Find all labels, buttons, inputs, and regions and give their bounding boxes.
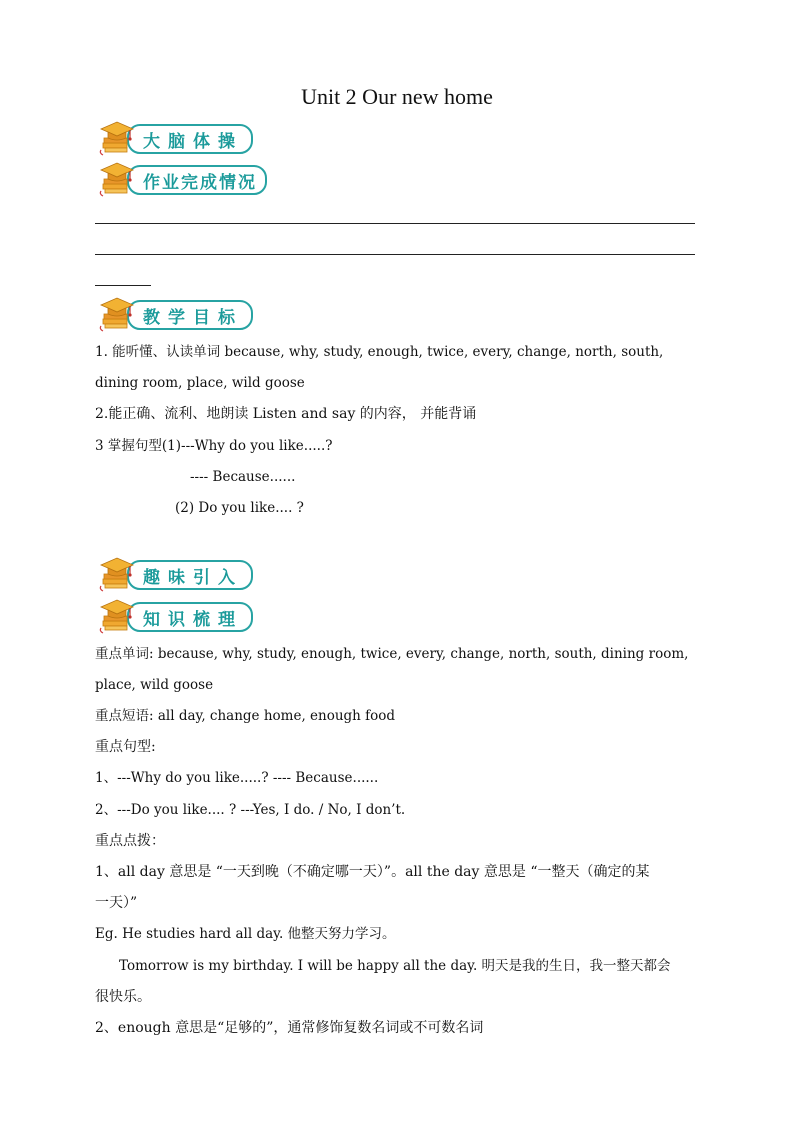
knowledge-line: 1、all day 意思是 “一天到晚（不确定哪一天）”。all the day 意思是 “一整天（确定的某 [95,864,650,880]
graduation-cap-books-icon [97,117,141,157]
section-badge-label: 趣味引入 [127,560,253,590]
knowledge-line: 重点单词: because, why, study, enough, twice, every, change, north, south, dining room, [95,646,689,662]
goal-line: dining room, place, wild goose [95,375,305,391]
section-badge-label: 大脑体操 [127,124,253,154]
knowledge-line: 很快乐。 [95,989,151,1005]
knowledge-line: place, wild goose [95,677,214,693]
section-badge-label: 作业完成情况 [127,165,267,195]
knowledge-line: Tomorrow is my birthday. I will be happy all the day. 明天是我的生日，我一整天都会 [119,958,671,974]
graduation-cap-books-icon [97,553,141,593]
page-title: Unit 2 Our new home [301,84,493,109]
answer-line [95,223,695,224]
knowledge-line: 1、---Why do you like.....? ---- Because...... [95,770,379,786]
answer-line [95,254,695,255]
knowledge-line: Eg. He studies hard all day. 他整天努力学习。 [95,926,396,942]
section-badge-brain-exercise [97,117,243,157]
section-badge-homework-status [97,158,257,198]
graduation-cap-books-icon [97,293,141,333]
goal-line: ---- Because...... [190,469,296,485]
knowledge-line: 重点点拨： [95,833,165,849]
answer-line-short [95,285,151,286]
knowledge-line: 2、---Do you like.... ? ---Yes, I do. / No, I don’t. [95,802,406,818]
knowledge-line: 一天）” [95,895,138,911]
goal-line: (2) Do you like.... ? [175,500,304,516]
knowledge-line: 2、enough 意思是“足够的”，通常修饰复数名词或不可数名词 [95,1020,484,1036]
section-badge-label: 知识梳理 [127,602,253,632]
knowledge-line: 重点句型: [95,739,156,755]
goal-line: 3 掌握句型(1)---Why do you like.....? [95,438,333,454]
section-badge-fun-intro [97,553,243,593]
section-badge-label: 教学目标 [127,300,253,330]
section-badge-teaching-goals [97,293,243,333]
goal-line: 1. 能听懂、认读单词 because, why, study, enough, twice, every, change, north, south, [95,344,664,360]
knowledge-line: 重点短语: all day, change home, enough food [95,708,396,724]
section-badge-knowledge-review [97,595,243,635]
graduation-cap-books-icon [97,158,141,198]
goal-line: 2.能正确、流利、地朗读 Listen and say 的内容， 并能背诵 [95,406,477,422]
graduation-cap-books-icon [97,595,141,635]
